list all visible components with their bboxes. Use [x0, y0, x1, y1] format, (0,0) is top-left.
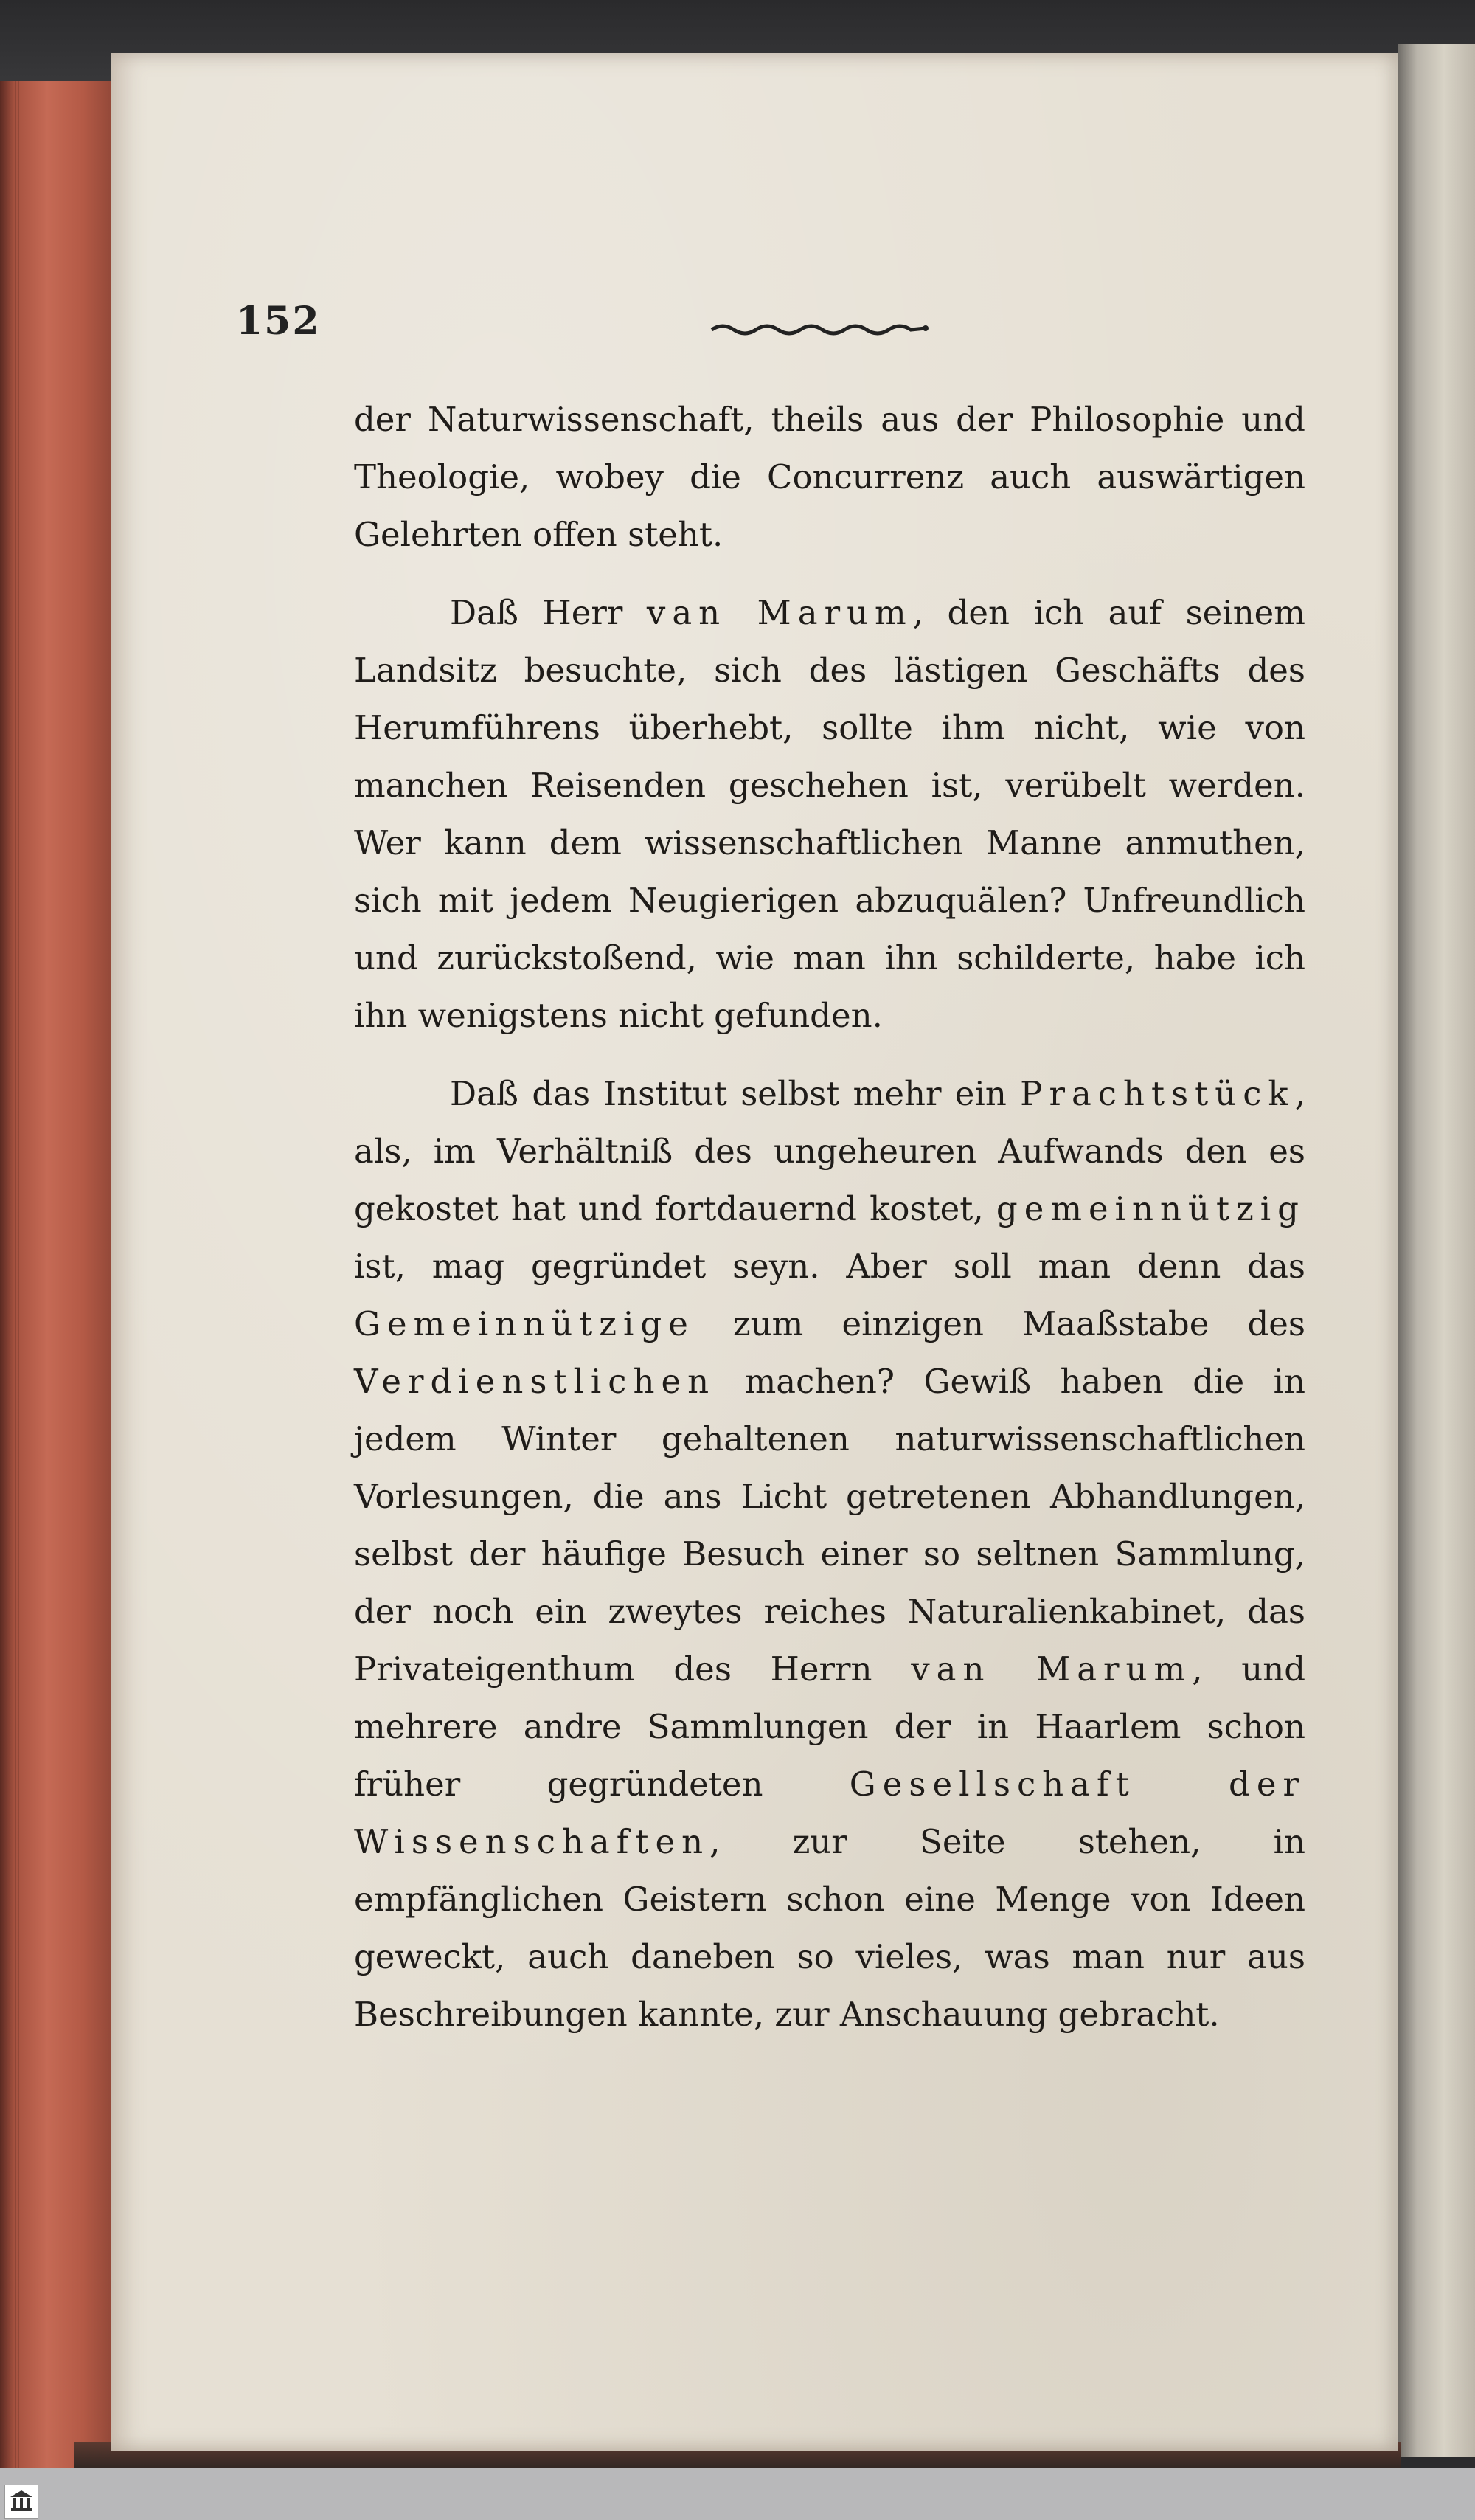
paragraph-2-text-b: , den ich auf seinem Landsitz besuchte, sich des lästigen Geschäfts des Herumführens überhebt, sollte ihm nicht, wie von manchen Reisenden geschehen ist, verübelt werden. Wer kann dem wissenschaftlichen Manne anmuthen, sich mit jedem Neugierigen abzuquälen? Unfreundlich und zurückstoßend, wie man ihn schilderte, habe ich ihn wenigstens nicht gefunden.	[354, 593, 1305, 1035]
paragraph-3-text-d: zum einzigen Maaßstabe des	[694, 1304, 1305, 1343]
emphasis-prachtstueck: Prachtstück	[1020, 1074, 1295, 1113]
header-ornament-icon	[708, 319, 929, 339]
library-logo-icon	[4, 2485, 38, 2519]
paragraph-3-text-f: , und mehrere andre Sammlungen der in Haarlem schon früher gegründeten	[354, 1650, 1305, 1804]
paragraph-2-text-a: Daß Herr	[450, 593, 647, 632]
paragraph-3-text-e: machen? Gewiß haben die in jedem Winter gehaltenen naturwissenschaftlichen Vorlesungen, die ans Licht getretenen Abhandlungen, selbst der häufige Besuch einer so seltnen Sammlung, der noch ein zweytes reiches Naturalienkabinet, das Privateigenthum des Herrn	[354, 1362, 1305, 1689]
emphasis-name-2: van Marum	[911, 1650, 1193, 1689]
book-back-cover-edge	[1398, 44, 1475, 2457]
book-page-edges	[0, 81, 118, 2471]
emphasis-verdienstlichen: Verdienstlichen	[354, 1362, 716, 1401]
paragraph-1	[354, 391, 1305, 564]
paragraph-1-text: der Naturwissenschaft, theils aus der Philosophie und Theologie, wobey die Concurrenz auch auswärtigen Gelehrten offen steht.	[354, 400, 1305, 554]
page-number: 152	[236, 299, 321, 344]
paragraph-3	[354, 1065, 1305, 2043]
emphasis-gemeinnuetzige: Gemeinnützige	[354, 1304, 695, 1343]
emphasis-gemeinnuetzig: gemeinnützig	[996, 1189, 1305, 1228]
body-text	[354, 391, 1305, 2043]
paragraph-3-text-g: , zur Seite stehen, in empfänglichen Geistern schon eine Menge von Ideen geweckt, auch daneben so vieles, was man nur aus Beschreibungen kannte, zur Anschauung gebracht.	[354, 1822, 1305, 2034]
paragraph-3-text-c: ist, mag gegründet seyn. Aber soll man denn das	[354, 1247, 1305, 1286]
paragraph-3-text-a: Daß das Institut selbst mehr ein	[450, 1074, 1021, 1113]
emphasis-gesellschaft: Gesellschaft der Wissenschaften	[354, 1765, 1306, 1861]
page-header	[236, 299, 1342, 358]
paragraph-3-text-b: , als, im Verhältniß des ungeheuren Aufwands den es gekostet hat und fortdauernd kostet,	[354, 1074, 1305, 1228]
paragraph-2	[354, 584, 1305, 1045]
emphasis-name: van Marum	[646, 593, 913, 632]
scan-background-bottom	[0, 2468, 1475, 2520]
